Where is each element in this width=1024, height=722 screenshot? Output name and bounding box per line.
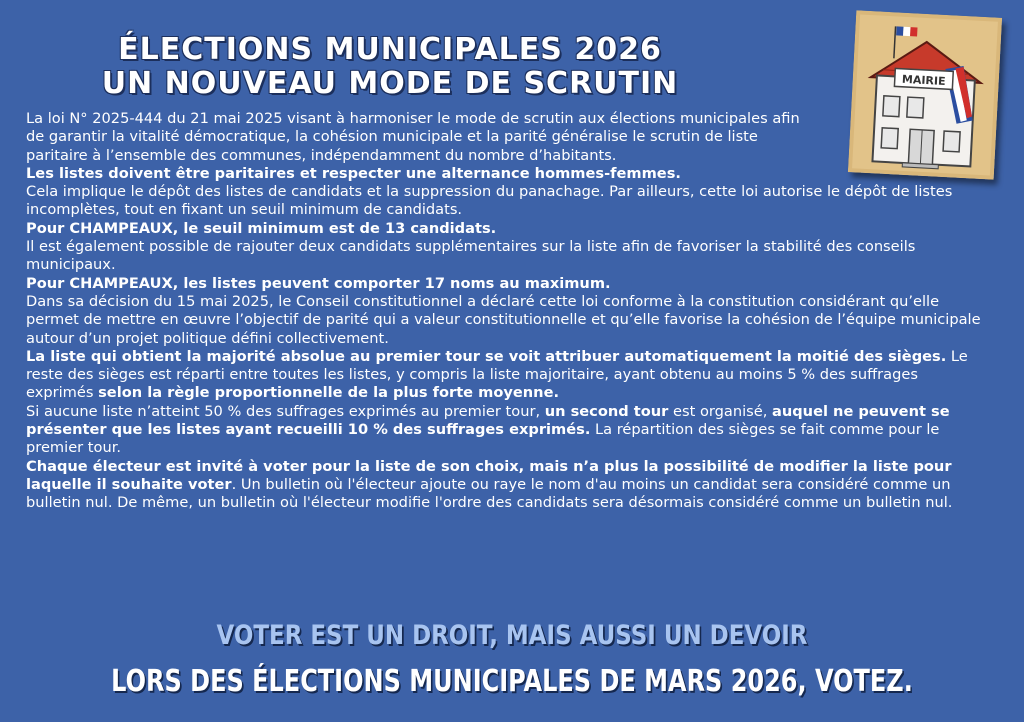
voter-text: . Un bulletin où l'électeur ajoute ou raye le nom d'au moins un candidat sera considéré comme un bulletin nul. De même, un bulletin où l'électeur modifie l'ordre des candidats sera désormais considéré comme un bulletin nul. (26, 475, 953, 512)
second-round-intro: Si aucune liste n’atteint 50 % des suffrages exprimés au premier tour, (26, 402, 545, 420)
second-round-bold: un second tour (544, 402, 669, 420)
second-round-end: La répartition des sièges se fait comme pour le premier tour. (26, 421, 940, 457)
article-body (26, 110, 986, 513)
majority-text: Le reste des sièges est réparti entre toutes les listes, y compris la liste majoritaire, ayant obtenu au moins 5 % des suffrages exprimés (26, 347, 968, 402)
paragraph-parity: Les listes doivent être paritaires et respecter une alternance hommes-femmes. (26, 164, 681, 182)
footer-slogan: VOTER EST UN DROIT, MAIS AUSSI UN DEVOIR (216, 620, 808, 651)
voter-bold: Chaque électeur est invité à voter pour la liste de son choix, mais n’a plus la possibilité de modifier la liste pour laquelle il souhaite voter (26, 457, 952, 493)
paragraph-second-round (26, 403, 986, 458)
paragraph-conseil: Dans sa décision du 15 mai 2025, le Conseil constitutionnel a déclaré cette loi conforme à la constitution considérant qu’elle permet de mettre en œuvre l’objectif de parité qui a valeur constitutionnelle et qu’elle favorise la cohésion de l’équipe municipale autour d’un projet politique défini collectivement. (26, 292, 981, 347)
majority-bold: La liste qui obtient la majorité absolue au premier tour se voit attribuer automatiquement la moitié des sièges. (26, 347, 947, 365)
paragraph-lists: Cela implique le dépôt des listes de candidats et la suppression du panachage. Par ailleurs, cette loi autorise le dépôt de listes incomplètes, tout en fixant un seuil minimum de candidats. (26, 183, 953, 219)
paragraph-voter (26, 458, 986, 513)
title-line-2: UN NOUVEAU MODE DE SCRUTIN (101, 66, 679, 101)
mairie-sign-text: MAIRIE (901, 72, 946, 89)
second-round-mid: est organisé, (668, 402, 772, 420)
paragraph-maximum: Pour CHAMPEAUX, les listes peuvent comporter 17 noms au maximum. (26, 274, 611, 292)
paragraph-minimum: Pour CHAMPEAUX, le seuil minimum est de 13 candidats. (26, 219, 497, 237)
paragraph-majority (26, 348, 986, 403)
paragraph-extra-candidates: Il est également possible de rajouter deux candidats supplémentaires sur la liste afin de favoriser la stabilité des conseils municipaux. (26, 238, 916, 274)
footer-call-to-vote: LORS DES ÉLECTIONS MUNICIPALES DE MARS 2026, VOTEZ. (111, 664, 913, 699)
paragraph-intro: La loi N° 2025-444 du 21 mai 2025 visant à harmoniser le mode de scrutin aux élections municipales afin de garantir la vitalité démocratique, la cohésion municipale et la parité généralise le scrutin de liste paritaire à l’ensemble des communes, indépendamment du nombre d’habitants. (26, 110, 800, 164)
majority-rule: selon la règle proportionnelle de la plus forte moyenne. (98, 384, 560, 402)
second-round-condition: auquel ne peuvent se présenter que les listes ayant recueilli 10 % des suffrages exprimés. (26, 402, 950, 439)
title-line-1: ÉLECTIONS MUNICIPALES 2026 (118, 32, 662, 67)
